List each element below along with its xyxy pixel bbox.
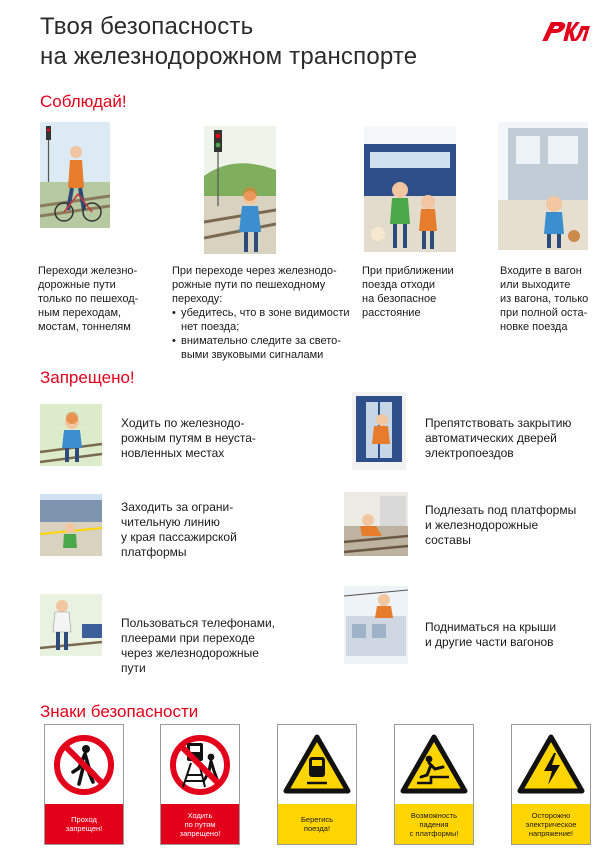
sign-caption-line: поезда! [303, 824, 331, 833]
forbidden-line: и железнодорожные [425, 518, 539, 532]
sign-electric-voltage [511, 724, 591, 845]
signs-heading: Знаки безопасности [40, 702, 199, 721]
forbidden-line: автоматических дверей [425, 431, 557, 445]
comply-item-1-line: мостам, тоннелям [38, 321, 131, 333]
comply-item-4-line: или выходите [500, 279, 571, 291]
comply-item-3-text [362, 264, 482, 320]
sign-caption-line: Возможность [410, 810, 458, 820]
forbidden-line: Пользоваться телефонами, [121, 616, 276, 630]
sign-caption [278, 804, 356, 844]
title-line-1: Твоя безопасность [40, 13, 254, 40]
sign-caption-line: напряжение! [528, 828, 574, 838]
sign-no-walking-tracks [160, 724, 240, 845]
comply-item-1-line: ным переходам, [38, 307, 122, 319]
sign-caption-line: Осторожно [531, 810, 571, 820]
forbidden-line: Подлезать под платформы [425, 503, 577, 517]
sign-caption-line: Берегись [300, 815, 334, 824]
forbidden-line: у края пассажирской [121, 530, 237, 544]
forbidden-line: платформы [121, 545, 187, 559]
forbidden-illustration-roof [344, 586, 408, 664]
no-pedestrian-icon [45, 725, 123, 805]
rzd-logo [542, 18, 594, 44]
comply-item-3-line: поезда отходи [362, 279, 436, 291]
sign-beware-train [277, 724, 357, 845]
forbidden-illustration-walking-tracks [40, 404, 102, 466]
forbidden-line: Подниматься на крыши [425, 620, 557, 634]
forbidden-item-5-text [121, 616, 311, 676]
comply-item-3-line: на безопасное [362, 293, 437, 305]
comply-item-4-line: Входите в вагон [500, 265, 582, 277]
comply-item-3-line: расстояние [362, 307, 421, 319]
comply-illustration-crossing [204, 126, 276, 254]
sign-caption-line: электрическое [525, 819, 577, 829]
comply-illustration-bridge [40, 122, 110, 228]
sign-caption [512, 804, 590, 844]
sign-caption-line: по путям [184, 819, 216, 829]
forbidden-line: чительную линию [121, 515, 220, 529]
sign-platform-fall [394, 724, 474, 845]
forbidden-line: рожным путям в неуста- [121, 431, 256, 445]
forbidden-line: составы [425, 533, 471, 547]
forbidden-line: Заходить за ограни- [121, 500, 234, 514]
fall-hazard-icon [395, 725, 473, 805]
comply-item-4-line: новке поезда [500, 321, 568, 333]
sign-caption-line: с платформы! [409, 828, 459, 838]
sign-caption-line: запрещен! [65, 824, 103, 833]
comply-illustration-boarding [498, 122, 588, 250]
comply-item-2-line: переходу: [172, 293, 223, 305]
forbidden-illustration-under-platform [344, 492, 408, 556]
comply-item-1-text [38, 264, 166, 334]
comply-item-4-line: при полной оста- [500, 307, 588, 319]
high-voltage-icon [512, 725, 590, 805]
comply-bullet: • внимательно следите за свето-выми звуковыми сигналами [172, 334, 358, 362]
forbidden-line: Препятствовать закрытию [425, 416, 572, 430]
sign-caption-line: запрещено! [179, 828, 221, 838]
page-title [40, 12, 417, 72]
forbidden-line: Ходить по железнодо- [121, 416, 245, 430]
forbidden-item-4-text [425, 503, 605, 548]
sign-caption-line: Ходить [187, 810, 213, 820]
sign-caption [161, 804, 239, 844]
sign-caption [395, 804, 473, 844]
comply-item-2-line: рожные пути по пешеходному [172, 279, 326, 291]
forbidden-item-1-text [121, 416, 311, 461]
forbidden-item-6-text [425, 620, 605, 650]
forbidden-line: новленных местах [121, 446, 225, 460]
sign-no-passage [44, 724, 124, 845]
forbidden-line: через железнодорожные [121, 646, 259, 660]
comply-item-2-line: При переходе через железнодо- [172, 265, 337, 277]
comply-item-3-line: При приближении [362, 265, 454, 277]
comply-illustration-platform [364, 126, 456, 252]
train-warning-icon [278, 725, 356, 805]
title-line-2: на железнодорожном транспорте [40, 43, 418, 70]
forbidden-line: пути [121, 661, 146, 675]
comply-heading: Соблюдай! [40, 92, 127, 111]
rzd-logo-mark [542, 18, 594, 44]
forbidden-item-3-text [121, 500, 311, 560]
forbidden-line: плеерами при переходе [121, 631, 255, 645]
comply-item-4-text [500, 264, 608, 334]
forbidden-illustration-phone [40, 594, 102, 656]
comply-item-2-bullets [172, 306, 358, 362]
sign-caption-line: падения [419, 819, 449, 829]
sign-caption-line: Проход [71, 815, 97, 824]
forbidden-heading: Запрещено! [40, 368, 135, 387]
comply-item-4-line: из вагона, только [500, 293, 589, 305]
comply-bullet: • убедитесь, что в зоне видимости нет поезда; [172, 306, 358, 334]
comply-item-2-text [172, 264, 358, 362]
forbidden-line: и другие части вагонов [425, 635, 554, 649]
comply-item-1-line: Переходи железно- [38, 265, 138, 277]
forbidden-item-2-text [425, 416, 605, 461]
forbidden-illustration-doors [352, 392, 406, 470]
sign-caption [45, 804, 123, 844]
comply-item-1-line: только по пешеход- [38, 293, 139, 305]
forbidden-illustration-platform-edge [40, 494, 102, 556]
no-walking-on-tracks-icon [161, 725, 239, 805]
forbidden-line: электропоездов [425, 446, 514, 460]
comply-item-1-line: дорожные пути [38, 279, 116, 291]
